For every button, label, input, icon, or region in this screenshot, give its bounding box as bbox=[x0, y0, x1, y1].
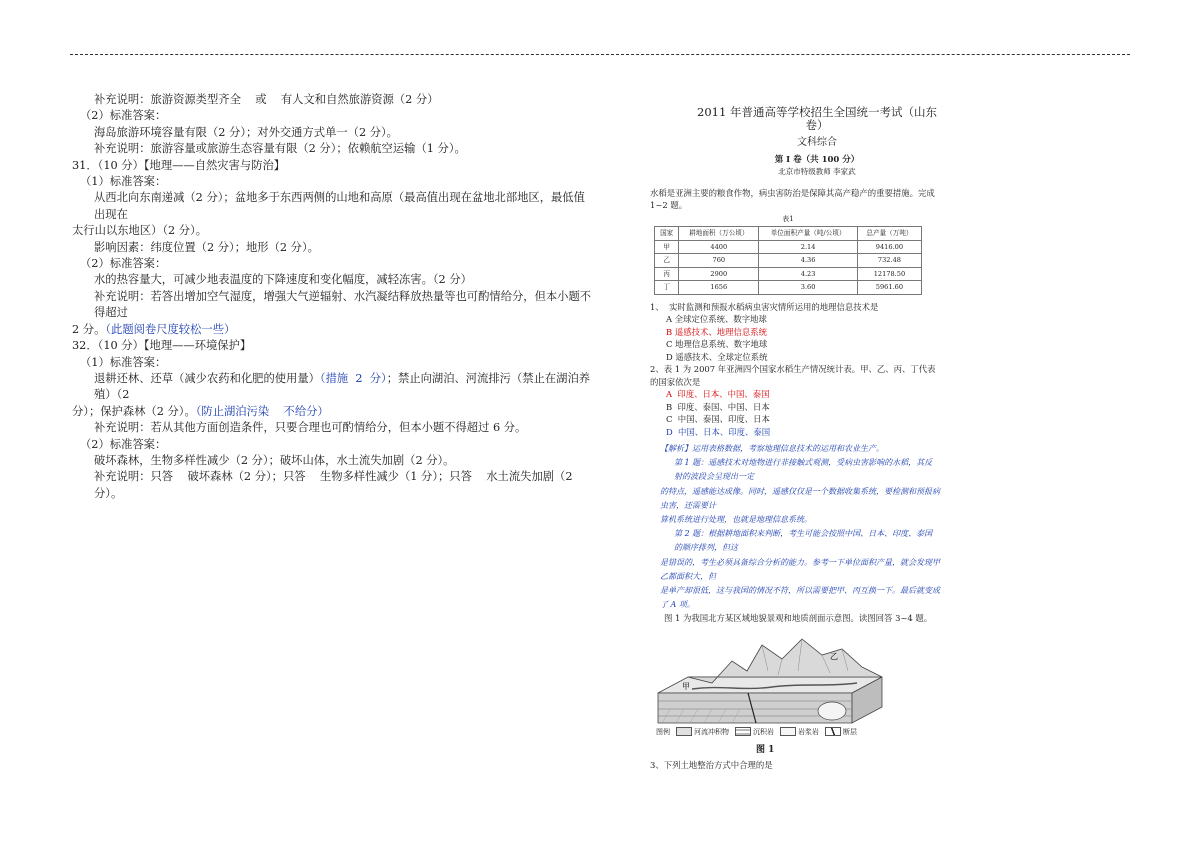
legend-item bbox=[780, 726, 819, 739]
text-line bbox=[72, 322, 592, 338]
answer-option: D 中国、日本、印度、泰国 bbox=[666, 426, 771, 437]
text-fragment: 分）；保护森林（2 分）。 bbox=[72, 404, 196, 418]
table-cell: 5961.60 bbox=[857, 281, 921, 295]
text-line: 海岛旅游环境容量有限（2 分）；对外交通方式单一（2 分）。 bbox=[94, 125, 398, 139]
author-line: 北京市特级教师 李家武 bbox=[778, 167, 856, 176]
figure-label-jia: 甲 bbox=[682, 681, 690, 691]
table-cell: 丙 bbox=[655, 267, 679, 281]
legend-item bbox=[735, 726, 774, 739]
table-header-cell: 国家 bbox=[655, 227, 679, 241]
table-cell: 甲 bbox=[655, 240, 679, 254]
analysis-block bbox=[650, 442, 940, 612]
text-line: 补充说明：旅游容量或旅游生态容量有限（2 分）；依赖航空运输（1 分）。 bbox=[94, 142, 466, 156]
text-line: 太行山以东地区）（2 分）。 bbox=[72, 224, 208, 238]
analysis-line: 算机系统进行处理，也就是地理信息系统。 bbox=[660, 515, 812, 525]
table-header-cell: 耕地面积（万公顷） bbox=[679, 227, 759, 241]
text-line: 水的热容量大，可减少地表温度的下降速度和变化幅度，减轻冻害。（2 分） bbox=[94, 273, 472, 287]
section-title: 第 I 卷（共 100 分） bbox=[774, 154, 860, 165]
text-line: 破坏森林，生物多样性减少（2 分）；破坏山体，水土流失加剧（2 分）。 bbox=[94, 453, 455, 467]
table-row bbox=[655, 254, 922, 268]
text-line: 补充说明：若从其他方面创造条件，只要合理也可酌情给分，但本小题不得超过 6 分。 bbox=[94, 421, 527, 435]
note-blue: （防止湖泊污染 不给分） bbox=[195, 404, 329, 418]
answer-option: C 中国、泰国、印度、日本 bbox=[666, 414, 770, 424]
analysis-line: 的特点，遥感能达成像。同时，遥感仅仅是一个数据收集系统，要检测和预报病虫害，还需要计 bbox=[660, 486, 940, 510]
table-cell: 4.23 bbox=[759, 267, 858, 281]
answer-key-column bbox=[72, 92, 592, 502]
landscape-block-diagram bbox=[652, 631, 902, 729]
table-row bbox=[655, 281, 922, 295]
legend-item bbox=[676, 726, 729, 739]
legend-label: 岩浆岩 bbox=[798, 727, 819, 736]
table-cell: 丁 bbox=[655, 281, 679, 295]
text-line: （2）标准答案： bbox=[80, 257, 167, 271]
answer-option: D 遥感技术、全球定位系统 bbox=[666, 351, 768, 362]
sedimentary-swatch-icon bbox=[735, 727, 751, 736]
analysis-line: 是错误的，考生必须具备综合分析的能力。参考一下单位面积产量，就会发现甲乙都面积大，但 bbox=[660, 557, 940, 581]
table-row bbox=[655, 240, 922, 254]
table-cell: 12178.50 bbox=[857, 267, 921, 281]
question-stem: 2、表 1 为 2007 年亚洲四个国家水稻生产情况统计表。甲、乙、丙、丁代表的国家依次是 bbox=[650, 364, 936, 387]
answer-option: B 印度、泰国、中国、日本 bbox=[666, 401, 770, 412]
figure-caption: 图 1 bbox=[756, 744, 775, 755]
question-stem: 3、下列土地整治方式中合理的是 bbox=[650, 759, 773, 770]
table-cell: 1656 bbox=[679, 281, 759, 295]
text-line: 补充说明：只答 破坏森林（2 分）；只答 生物多样性减少（1 分）；只答 水土流失加剧（2 分）。 bbox=[94, 470, 577, 500]
table-cell: 2.14 bbox=[759, 240, 858, 254]
top-rule bbox=[70, 54, 1130, 55]
note-blue: （此题阅卷尺度较松一些） bbox=[105, 322, 236, 336]
analysis-line: 第 1 题：遥感技术对地物进行非接触式观测，受病虫害影响的水稻，其反射的波段会呈现出一定 bbox=[674, 458, 933, 482]
analysis-line: 是单产却很低，这与我国的情况不符，所以需要把甲、丙互换一下。最后就变成了 A 项。 bbox=[660, 586, 940, 610]
legend-label: 断层 bbox=[843, 727, 857, 736]
section-heading: 31．（10 分）【地理——自然灾害与防治】 bbox=[72, 158, 286, 172]
paper-title: 2011 年普通高等学校招生全国统一考试（山东卷） bbox=[697, 105, 937, 132]
table-header-cell: 单位面积产量（吨/公顷） bbox=[759, 227, 858, 241]
note-blue: （措施 2 分） bbox=[319, 371, 387, 385]
table-cell: 4.36 bbox=[759, 254, 858, 268]
text-fragment: ；禁止向湖泊、河流排污（禁止在湖泊养殖）（2 bbox=[94, 371, 591, 402]
question-stem: 1、 实时监测和预报水稻病虫害灾情所运用的地理信息技术是 bbox=[650, 301, 879, 312]
legend-label: 沉积岩 bbox=[753, 727, 774, 736]
table-cell: 4400 bbox=[679, 240, 759, 254]
answer-option: C 地理信息系统、数字地球 bbox=[666, 339, 768, 349]
analysis-line: 【解析】运用表格数据，考察地理信息技术的运用和农业生产。 bbox=[660, 444, 884, 453]
question-intro: 水稻是亚洲主要的粮食作物，病虫害防治是保障其高产稳产的重要措施。完成 1~2 题。 bbox=[650, 187, 938, 210]
text-fragment: 2 分。 bbox=[72, 322, 106, 336]
text-line bbox=[72, 371, 592, 404]
fault-swatch-icon bbox=[825, 727, 841, 736]
answer-option: A 全球定位系统、数字地球 bbox=[666, 314, 767, 324]
table-cell: 760 bbox=[679, 254, 759, 268]
geologic-cross-section-figure bbox=[652, 631, 902, 753]
legend-label: 河流冲积物 bbox=[694, 727, 729, 736]
alluvium-swatch-icon bbox=[676, 727, 692, 736]
rice-production-table bbox=[654, 213, 922, 295]
text-line: 补充说明：若答出增加空气湿度，增强大气逆辐射、水汽凝结释放热量等也可酌情给分，但本小题不得超过 bbox=[94, 289, 592, 320]
table-cell: 732.48 bbox=[857, 254, 921, 268]
igneous-swatch-icon bbox=[780, 727, 796, 736]
table-caption: 表1 bbox=[782, 214, 794, 223]
table-cell: 2900 bbox=[679, 267, 759, 281]
table-row bbox=[655, 267, 922, 281]
text-line: （2）标准答案： bbox=[80, 437, 167, 451]
text-line: 补充说明：旅游资源类型齐全 或 有人文和自然旅游资源（2 分） bbox=[94, 93, 439, 106]
table-cell: 3.60 bbox=[759, 281, 858, 295]
table-header-row bbox=[655, 227, 922, 241]
figure-intro: 图 1 为我国北方某区域地貌景观和地质剖面示意图。读图回答 3~4 题。 bbox=[664, 613, 933, 624]
exam-paper-column bbox=[650, 106, 940, 771]
text-line: （1）标准答案： bbox=[80, 355, 167, 369]
answer-option-correct: B 遥感技术、地理信息系统 bbox=[666, 326, 767, 337]
legend-title: 图例 bbox=[656, 727, 670, 736]
table-header-cell: 总产量（万吨） bbox=[857, 227, 921, 241]
analysis-line: 第 2 题：根据耕地面积来判断，考生可能会按照中国、日本、印度、泰国的顺序排列，但这 bbox=[674, 529, 933, 553]
text-line: 影响因素：纬度位置（2 分）；地形（2 分）。 bbox=[94, 240, 319, 254]
text-line: （2）标准答案： bbox=[80, 109, 167, 123]
section-heading: 32．（10 分）【地理——环境保护】 bbox=[72, 339, 252, 353]
figure-legend bbox=[656, 726, 857, 739]
table-cell: 9416.00 bbox=[857, 240, 921, 254]
paper-subtitle: 文科综合 bbox=[797, 137, 837, 148]
text-fragment: 退耕还林、还草（减少农药和化肥的使用量） bbox=[94, 371, 320, 385]
answer-option-correct: A 印度、日本、中国、泰国 bbox=[666, 389, 770, 399]
legend-item bbox=[825, 726, 857, 739]
figure-label-yi: 乙 bbox=[830, 651, 838, 661]
text-line: （1）标准答案： bbox=[80, 175, 167, 189]
table-cell: 乙 bbox=[655, 254, 679, 268]
text-line bbox=[72, 404, 592, 420]
text-line: 从西北向东南递减（2 分）；盆地多于东西两侧的山地和高原（最高值出现在盆地北部地区，最低值出现在 bbox=[94, 191, 585, 221]
